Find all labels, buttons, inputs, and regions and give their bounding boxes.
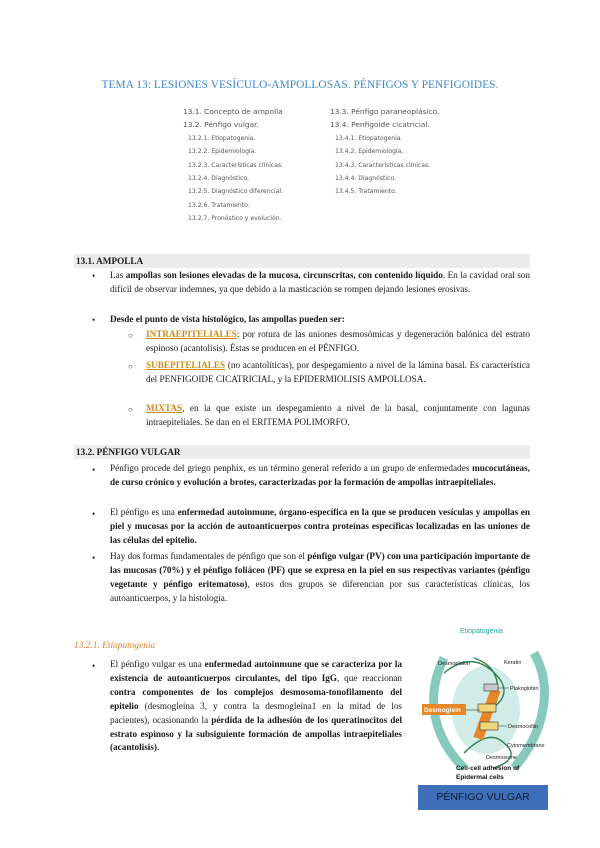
label-plakoglobin: Plakoglobin (510, 686, 539, 692)
label-desmosome: Desmosome (486, 755, 517, 761)
bullet-dot: • (92, 553, 96, 563)
section-heading-ampolla: 13.1. AMPOLLA (74, 254, 530, 268)
paragraph-ampolla-definition: Las ampollas son lesiones elevadas de la mucosa, circunscritas, con contenido líquido. En la cavidad oral son difícil de observar indemnes, ya que debido a la masticación se rompen dejando lesiones erosivas. (110, 270, 530, 294)
bullet-dot: • (92, 271, 96, 281)
label-desmocollin: Desmocollin (508, 724, 538, 730)
bullet-dot: • (92, 509, 96, 519)
sub-bullet-circle: ○ (128, 331, 133, 340)
plaque-block (478, 704, 496, 712)
label-desmoglein: Desmoglein (424, 707, 461, 714)
figure-caption-line1: Cell-cell adhesion of (456, 765, 520, 772)
toc-entry: 13.2.6. Tratamiento. (188, 201, 250, 209)
toc-entry: 13.2.4. Diagnóstico. (188, 175, 249, 183)
caption-penfigo-vulgar: PÉNFIGO VULGAR (418, 785, 548, 810)
label-keratin: Keratin (504, 660, 522, 666)
subsection-heading-etiopatogenia: 13.2.1. Etiopatogenia (74, 641, 156, 651)
label-desmoplakin: Desmoplakin (438, 661, 470, 667)
toc-entry: 13.2.7. Pronóstico y evolución. (188, 215, 282, 223)
section-heading-penfigo-vulgar: 13.2. PÉNFIGO VULGAR (74, 445, 530, 459)
toc-right (330, 105, 470, 199)
figure-caption-line2: Epidermal cells (456, 774, 504, 781)
label-cytomembrane: Cytomembrane (507, 743, 545, 749)
toc-entry: 13.4.4. Diagnóstico. (335, 175, 396, 183)
toc-entry: 13.1. Concepto de ampolla (183, 107, 283, 116)
toc-entry: 13.2.1. Etiopatogenia. (188, 134, 256, 142)
toc-entry: 13.4. Penfigoide cicatricial. (330, 120, 430, 130)
toc-entry: 13.4.3. Características clínicas. (335, 161, 431, 169)
paragraph-histology-intro: Desde el punto de vista histológico, las ampollas pueden ser: (110, 314, 345, 324)
paragraph-penfigo-autoimmune: El pénfigo es una enfermedad autoinmune, órgano-específica en la que se producen vesículas y ampollas en piel y mucosas por la acción de autoanticuerpos contra proteínas específicas localizadas en las uniones de las células del epitelio. (110, 507, 530, 545)
paragraph-intraepiteliales: INTRAEPITELIALES: por rotura de las uniones desmosómicas y degeneración balónica del estrato espinoso (acantolisis). Éstas se producen en el PÉNFIGO. (146, 329, 530, 353)
paragraph-subepiteliales: SUBEPITELIALES (no acantolíticas), por despegamiento a nivel de la lámina basal. Es característica del PENFIGOIDE CICATRICIAL, y la EPIDERMIOLISIS AMPOLLOSA. (146, 360, 530, 384)
toc-left (183, 105, 323, 226)
toc-entry: 13.2.2. Epidemiología. (188, 148, 257, 156)
bullet-dot: • (92, 315, 96, 325)
bullet-dot: • (92, 465, 96, 475)
plaque-block (480, 722, 498, 730)
paragraph-etiopatogenia: El pénfigo vulgar es una enfermedad autoinmune que se caracteriza por la existencia de autoanticuerpos circulantes, del tipo IgG, que reaccionan contra componentes de los complejos desmosoma-tonofilamento del epitelio (desmogleína 3, y contra la desmogleína1 en la mitad de los pacientes), ocasionando la pérdida de la adhesión de los queratinocitos del estrato espinoso y la subsiguiente formación de ampollas intraepiteliales (acantolisis). (110, 659, 402, 753)
desmosome-diagram (404, 618, 560, 783)
paragraph-penfigo-forms: Hay dos formas fundamentales de pénfigo que son el pénfigo vulgar (PV) con una participación importante de las mucosas (70%) y el pénfigo foliáceo (PF) que se expresa en la piel en sus respectivas variantes (pénfigo vegetante y pénfigo eritematoso), estos dos grupos se diferencian por sus características clínicas, los autoanticuerpos, y la histología. (110, 551, 530, 603)
toc-entry: 13.2.3. Características clínicas. (188, 161, 284, 169)
plaque-block (484, 684, 498, 691)
paragraph-penfigo-origin: Pénfigo procede del griego penphix, es un término general referido a un grupo de enfermedades mucocutáneas, de curso crónico y evolución a brotes, caracterizadas por la formación de ampollas intraepiteliales. (110, 463, 530, 487)
page-title: TEMA 13: LESIONES VESÍCULO-AMPOLLOSAS. PÉNFIGOS Y PENFIGOIDES. (101, 79, 499, 91)
bullet-dot: • (92, 661, 96, 671)
paragraph-mixtas: MIXTAS, en la que existe un despegamiento a nivel de la basal, conjuntamente con lagunas intraepiteliales. Se dan en el ERITEMA POLIMORFO. (146, 403, 530, 427)
toc-entry: 13.2.5. Diagnóstico diferencial. (188, 188, 283, 196)
sub-bullet-circle: ○ (128, 405, 133, 414)
toc-entry: 13.3. Pénfigo paraneoplásico. (330, 107, 440, 116)
figure-title: Etiopatogenia (460, 628, 503, 635)
toc-entry: 13.2. Pénfigo vulgar. (183, 120, 259, 130)
sub-bullet-circle: ○ (128, 362, 133, 371)
toc-entry: 13.4.1. Etiopatogenia. (335, 134, 403, 142)
toc-entry: 13.4.5. Tratamiento. (335, 188, 397, 196)
toc-entry: 13.4.2. Epidemiología. (335, 148, 404, 156)
